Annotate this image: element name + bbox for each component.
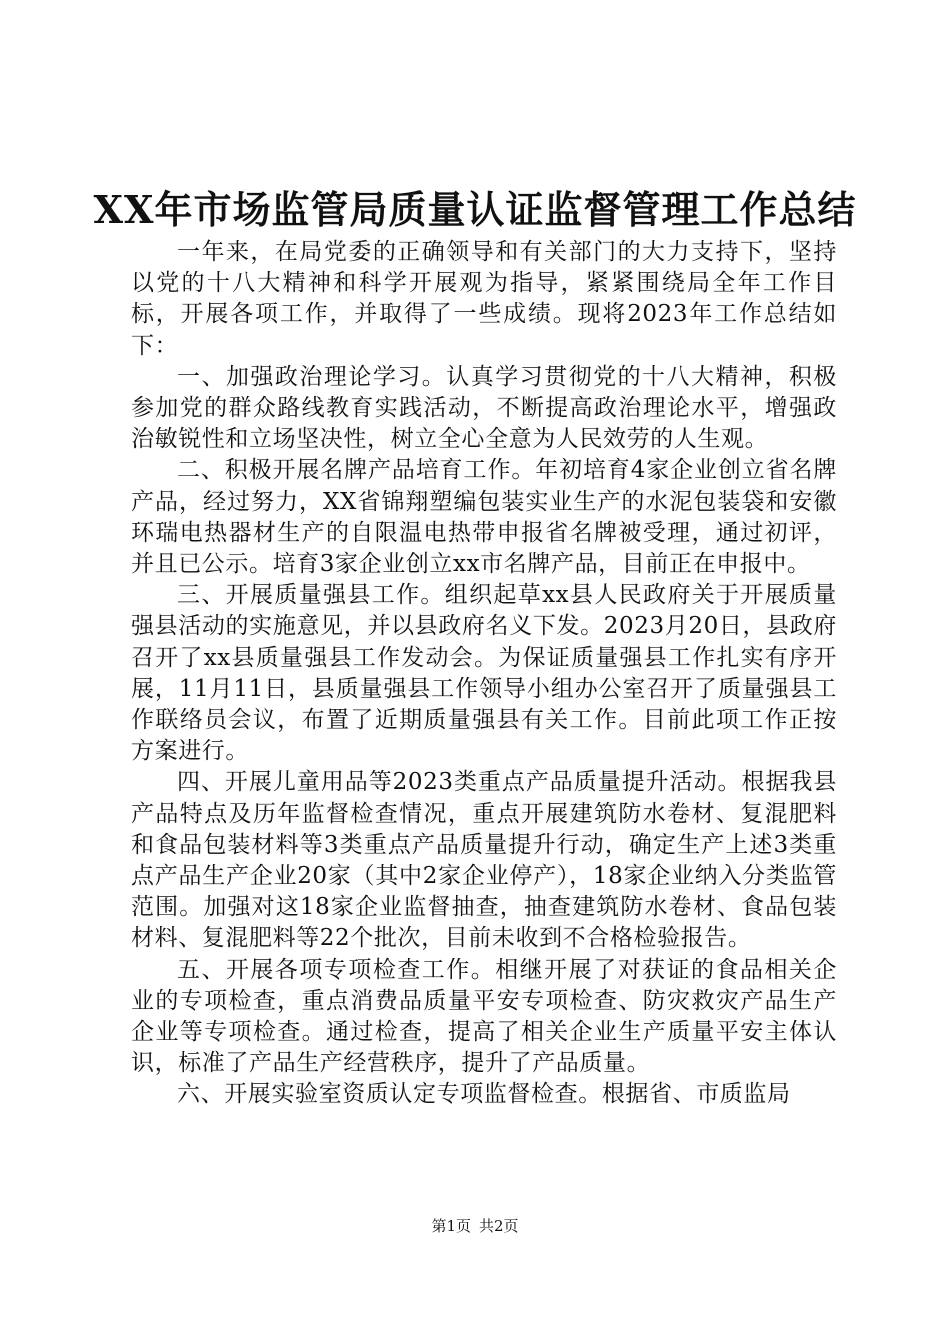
paragraph-section-1: 一、加强政治理论学习。认真学习贯彻党的十八大精神，积极参加党的群众路线教育实践活动，不断提高政治理论水平，增强政治敏锐性和立场坚决性，树立全心全意为人民效劳的人生观。 (131, 363, 837, 453)
paragraph-section-6: 六、开展实验室资质认定专项监督检查。根据省、市质监局 (177, 1081, 791, 1108)
document-title: XX年市场监管局质量认证监督管理工作总结 (93, 187, 857, 232)
paragraph-section-3: 三、开展质量强县工作。组织起草xx县人民政府关于开展质量强县活动的实施意见，并以县政府名义下发。2023月20日，县政府召开了xx县质量强县工作发动会。为保证质量强县工作扎实有序开展，11月11日，县质量强县工作领导小组办公室召开了质量强县工作联络员会议，布置了近期质量强县有关工作。目前此项工作正按方案进行。 (131, 582, 837, 765)
page-footer (0, 1216, 950, 1236)
paragraph-section-5: 五、开展各项专项检查工作。相继开展了对获证的食品相关企业的专项检查，重点消费品质量平安专项检查、防灾救灾产品生产企业等专项检查。通过检查，提高了相关企业生产质量平安主体认识，标准了产品生产经营秩序，提升了产品质量。 (131, 956, 837, 1077)
paragraph-section-4: 四、开展儿童用品等2023类重点产品质量提升活动。根据我县产品特点及历年监督检查情况，重点开展建筑防水卷材、复混肥料和食品包装材料等3类重点产品质量提升行动，确定生产上述3类重点产品生产企业20家（其中2家企业停产），18家企业纳入分类监管范围。加强对这18家企业监督抽查，抽查建筑防水卷材、食品包装材料、复混肥料等22个批次，目前未收到不合格检验报告。 (131, 769, 837, 952)
page-total: 共2页 (479, 1217, 519, 1235)
paragraph-intro: 一年来，在局党委的正确领导和有关部门的大力支持下，坚持以党的十八大精神和科学开展观为指导，紧紧围绕局全年工作目标，开展各项工作，并取得了一些成绩。现将2023年工作总结如下： (131, 239, 837, 359)
page-number: 第1页 (431, 1217, 471, 1235)
document-body (131, 237, 837, 1111)
paragraph-section-2: 二、积极开展名牌产品培育工作。年初培育4家企业创立省名牌产品，经过努力，XX省锦翔塑编包装实业生产的水泥包装袋和安徽环瑞电热器材生产的自限温电热带申报省名牌被受理，通过初评，并且已公示。培育3家企业创立xx市名牌产品，目前正在申报中。 (131, 457, 837, 578)
